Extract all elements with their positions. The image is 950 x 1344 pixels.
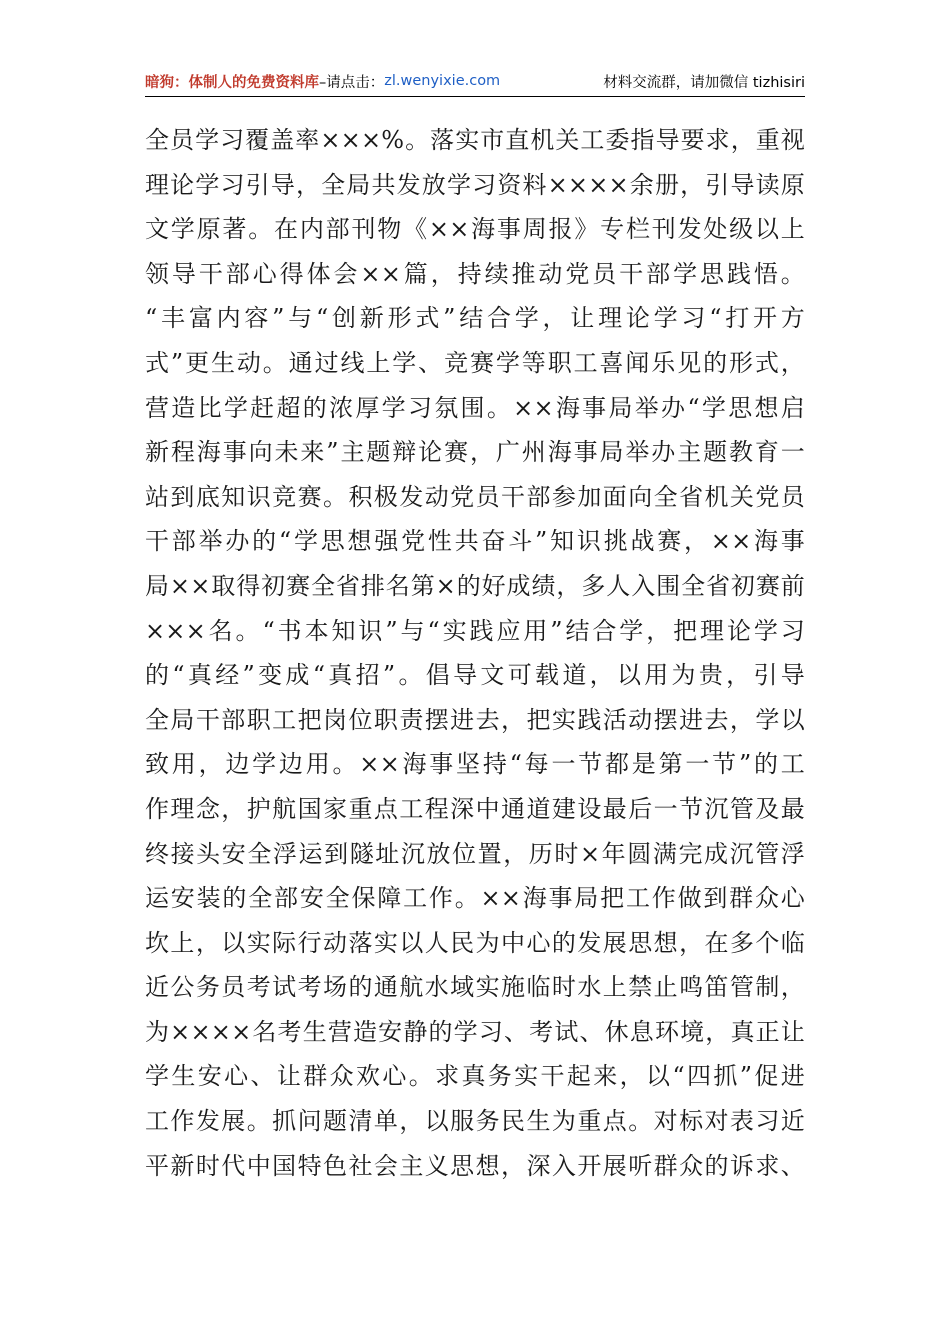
document-body [145,118,805,1188]
body-line: 局××取得初赛全省排名第×的好成绩，多人入围全省初赛前 [145,571,805,600]
header-group-text: 材料交流群，请加微信 tizhisiri [603,74,805,91]
body-line: 近公务员考试考场的通航水域实施临时水上禁止鸣笛管制， [145,973,805,1002]
body-line: 的“真经”变成“真招”。倡导文可载道，以用为贵，引导 [145,661,805,690]
body-line: ×××名。“书本知识”与“实践应用”结合学，把理论学习 [145,616,805,645]
header-click-prefix: –请点击： [319,74,385,91]
header-divider [145,96,805,97]
body-line: 平新时代中国特色社会主义思想，深入开展听群众的诉求、 [145,1151,805,1180]
body-line: 致用，边学边用。××海事坚持“每一节都是第一节”的工 [145,750,805,779]
header-brand: 暗狗：体制人的免费资料库 [145,74,319,91]
body-line: 学生安心、让群众欢心。求真务实干起来，以“四抓”促进 [145,1062,805,1091]
body-line: 式”更生动。通过线上学、竞赛学等职工喜闻乐见的形式， [145,348,805,377]
body-line: 干部举办的“学思想强党性共奋斗”知识挑战赛，××海事 [145,527,805,556]
body-line: 领导干部心得体会××篇，持续推动党员干部学思践悟。 [145,259,805,288]
body-line: 新程海事向未来”主题辩论赛，广州海事局举办主题教育一 [145,438,805,467]
body-line: 理论学习引导，全局共发放学习资料××××余册，引导读原 [145,170,805,199]
body-line: 全局干部职工把岗位职责摆进去，把实践活动摆进去，学以 [145,705,805,734]
body-line: 全员学习覆盖率×××%。落实市直机关工委指导要求，重视 [145,126,805,154]
body-line: 为××××名考生营造安静的学习、考试、休息环境，真正让 [145,1017,805,1046]
body-line: 工作发展。抓问题清单，以服务民生为重点。对标对表习近 [145,1107,805,1136]
page-header [145,66,805,96]
header-url-link[interactable]: zl.wenyixie.com [384,73,501,89]
body-line: 坎上，以实际行动落实以人民为中心的发展思想，在多个临 [145,928,805,957]
body-line: 营造比学赶超的浓厚学习氛围。××海事局举办“学思想启 [145,393,805,422]
header-left [145,71,500,92]
body-line: 文学原著。在内部刊物《××海事周报》专栏刊发处级以上 [145,215,805,244]
body-line: 终接头安全浮运到隧址沉放位置，历时×年圆满完成沉管浮 [145,839,805,868]
body-line: 站到底知识竞赛。积极发动党员干部参加面向全省机关党员 [145,482,805,511]
body-line: 作理念，护航国家重点工程深中通道建设最后一节沉管及最 [145,794,805,823]
body-line: 运安装的全部安全保障工作。××海事局把工作做到群众心 [145,884,805,913]
body-line: “丰富内容”与“创新形式”结合学，让理论学习“打开方 [145,304,805,333]
